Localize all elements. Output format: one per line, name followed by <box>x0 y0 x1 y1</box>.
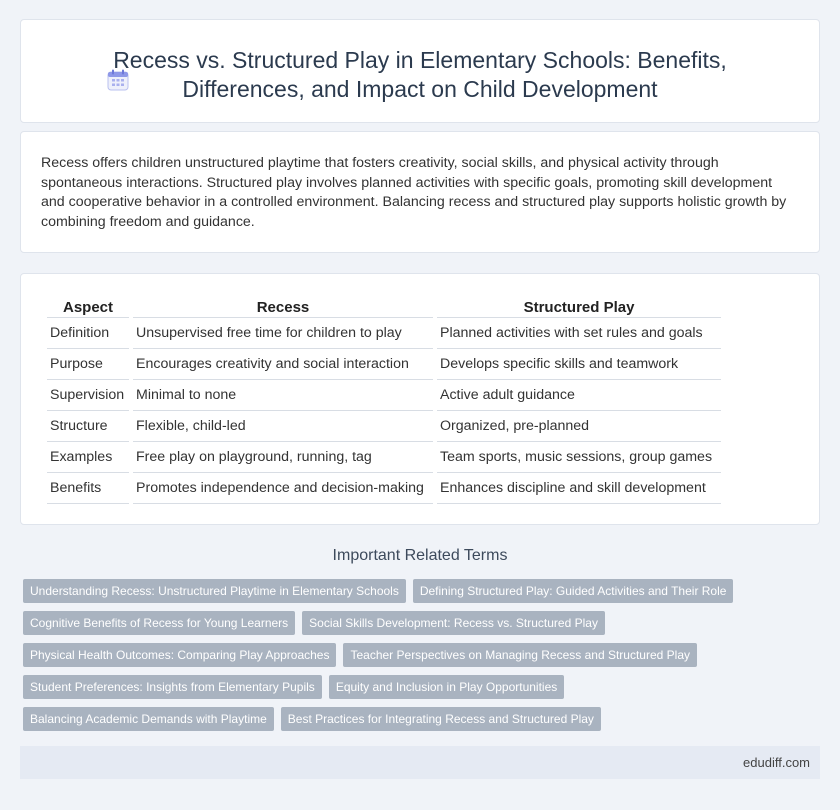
related-term-link[interactable]: Social Skills Development: Recess vs. Structured Play <box>302 611 605 635</box>
title-card <box>20 19 820 123</box>
table-header-row <box>47 296 721 318</box>
related-term-link[interactable]: Physical Health Outcomes: Comparing Play Approaches <box>23 643 336 667</box>
table-cell: Unsupervised free time for children to play <box>133 318 433 349</box>
table-cell: Minimal to none <box>133 380 433 411</box>
intro-paragraph: Recess offers children unstructured playtime that fosters creativity, social skills, and physical activity through spontaneous interactions. Structured play involves planned activities with specific goals, promoting skill development and cooperative behavior in a controlled environment. Balancing recess and structured play supports holistic growth by combining freedom and guidance. <box>41 155 787 230</box>
related-term-link[interactable]: Cognitive Benefits of Recess for Young Learners <box>23 611 295 635</box>
related-term-link[interactable]: Balancing Academic Demands with Playtime <box>23 707 274 731</box>
related-term-link[interactable]: Defining Structured Play: Guided Activities and Their Role <box>413 579 734 603</box>
table-cell: Supervision <box>47 380 129 411</box>
table-row <box>47 411 721 442</box>
table-cell: Examples <box>47 442 129 473</box>
table-cell: Develops specific skills and teamwork <box>437 349 721 380</box>
table-cell: Definition <box>47 318 129 349</box>
table-cell: Promotes independence and decision-making <box>133 473 433 504</box>
table-cell: Active adult guidance <box>437 380 721 411</box>
table-cell: Planned activities with set rules and goals <box>437 318 721 349</box>
comparison-table <box>43 296 725 504</box>
table-row <box>47 473 721 504</box>
related-terms-list <box>23 579 803 739</box>
header-structured-play: Structured Play <box>437 296 721 318</box>
table-cell: Encourages creativity and social interaction <box>133 349 433 380</box>
related-term-link[interactable]: Teacher Perspectives on Managing Recess and Structured Play <box>343 643 697 667</box>
footer <box>20 746 820 779</box>
related-terms-heading: Important Related Terms <box>332 547 508 564</box>
table-cell: Free play on playground, running, tag <box>133 442 433 473</box>
table-row <box>47 442 721 473</box>
page-title <box>113 46 727 104</box>
comparison-card <box>20 273 820 525</box>
page-title-line1: Recess vs. Structured Play in Elementary Schools: Benefits, <box>113 47 727 73</box>
table-cell: Enhances discipline and skill development <box>437 473 721 504</box>
intro-card <box>20 131 820 253</box>
header-recess: Recess <box>133 296 433 318</box>
related-term-link[interactable]: Understanding Recess: Unstructured Playtime in Elementary Schools <box>23 579 406 603</box>
footer-brand[interactable]: edudiff.com <box>743 755 810 770</box>
table-row <box>47 318 721 349</box>
table-cell: Benefits <box>47 473 129 504</box>
table-cell: Flexible, child-led <box>133 411 433 442</box>
page-title-line2: Differences, and Impact on Child Development <box>182 76 658 102</box>
table-cell: Structure <box>47 411 129 442</box>
related-term-link[interactable]: Equity and Inclusion in Play Opportunities <box>329 675 564 699</box>
table-row <box>47 349 721 380</box>
table-cell: Team sports, music sessions, group games <box>437 442 721 473</box>
table-row <box>47 380 721 411</box>
table-cell: Purpose <box>47 349 129 380</box>
table-cell: Organized, pre-planned <box>437 411 721 442</box>
related-term-link[interactable]: Student Preferences: Insights from Elementary Pupils <box>23 675 322 699</box>
header-aspect: Aspect <box>47 296 129 318</box>
related-term-link[interactable]: Best Practices for Integrating Recess and Structured Play <box>281 707 601 731</box>
